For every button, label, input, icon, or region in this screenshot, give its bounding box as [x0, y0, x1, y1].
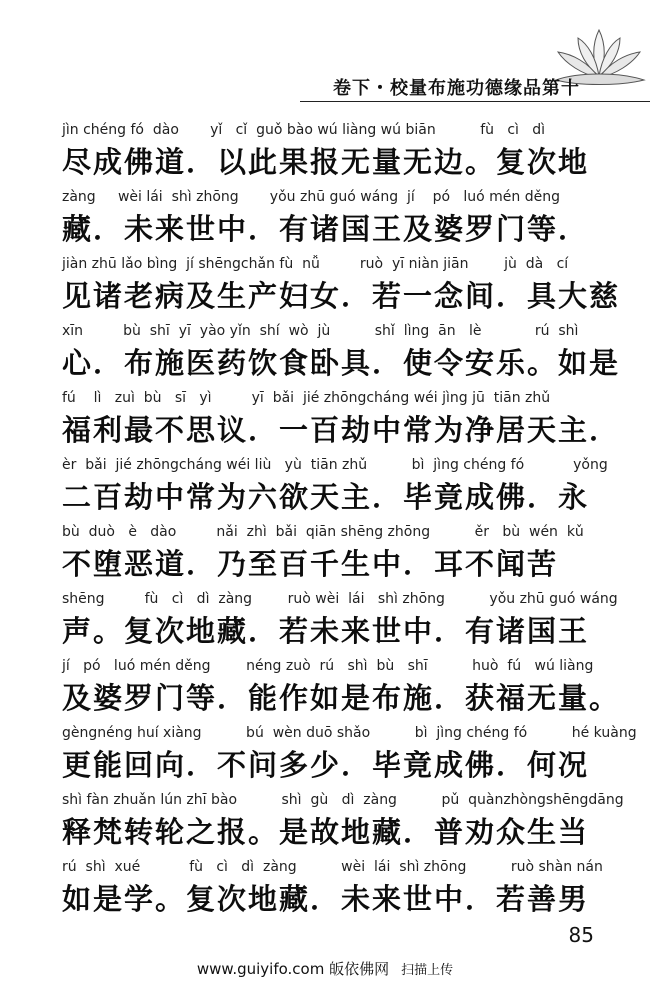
- page-number: 85: [568, 923, 594, 947]
- hanzi-line: 藏．未来世中．有诸国王及婆罗门等．: [62, 212, 590, 246]
- pinyin-line: bù duò è dào nǎi zhì bǎi qiān shēng zhōng ěr bù wén kǔ: [62, 524, 584, 540]
- footer: [0, 958, 650, 979]
- hanzi-line: 福利最不思议．一百劫中常为净居天主．: [62, 413, 621, 447]
- text-line: [62, 256, 622, 322]
- hanzi-line: 如是学。复次地藏．未来世中．若善男: [62, 882, 590, 916]
- hanzi-line: 心．布施医药饮食卧具．使令安乐。如是: [62, 346, 621, 380]
- chapter-title: 卷下・校量布施功德缘品第十: [333, 78, 580, 99]
- pinyin-line: fú lì zuì bù sī yì yī bǎi jié zhōngcháng wéi jìng jū tiān zhǔ: [62, 390, 551, 406]
- pinyin-line: gèngnéng huí xiàng bú wèn duō shǎo bì jìng chéng fó hé kuàng: [62, 725, 637, 741]
- text-line: [62, 792, 622, 858]
- pinyin-line: jìn chéng fó dào yǐ cǐ guǒ bào wú liàng wú biān fù cì dì: [62, 122, 546, 138]
- footer-site-link[interactable]: www.guiyifo.com 皈依佛网: [196, 960, 390, 978]
- hanzi-line: 更能回向．不问多少．毕竟成佛．何况: [62, 748, 590, 782]
- hanzi-line: 不堕恶道．乃至百千生中．耳不闻苦: [62, 547, 559, 581]
- hanzi-line: 及婆罗门等．能作如是布施．获福无量。: [62, 681, 621, 715]
- text-line: [62, 122, 622, 188]
- pinyin-line: jiàn zhū lǎo bìng jí shēngchǎn fù nǚ ruò yī niàn jiān jù dà cí: [62, 256, 569, 272]
- hanzi-line: 释梵转轮之报。是故地藏．普劝众生当: [62, 815, 590, 849]
- pinyin-line: shēng fù cì dì zàng ruò wèi lái shì zhōng yǒu zhū guó wáng: [62, 591, 618, 607]
- text-line: [62, 658, 622, 724]
- text-line: [62, 591, 622, 657]
- pinyin-line: rú shì xué fù cì dì zàng wèi lái shì zhōng ruò shàn nán: [62, 859, 603, 875]
- text-line: [62, 189, 622, 255]
- text-line: [62, 457, 622, 523]
- hanzi-line: 见诸老病及生产妇女．若一念间．具大慈: [62, 279, 621, 313]
- text-line: [62, 725, 637, 791]
- pinyin-line: èr bǎi jié zhōngcháng wéi liù yù tiān zhǔ bì jìng chéng fó yǒng: [62, 457, 608, 473]
- pinyin-line: shì fàn zhuǎn lún zhī bào shì gù dì zàng pǔ quànzhòngshēngdāng: [62, 792, 624, 808]
- text-line: [62, 323, 622, 389]
- hanzi-line: 声。复次地藏．若未来世中．有诸国王: [62, 614, 590, 648]
- text-line: [62, 390, 622, 456]
- pinyin-line: zàng wèi lái shì zhōng yǒu zhū guó wáng jí pó luó mén děng: [62, 189, 560, 205]
- pinyin-line: jí pó luó mén děng néng zuò rú shì bù shī huò fú wú liàng: [62, 658, 594, 674]
- text-line: [62, 859, 622, 925]
- hanzi-line: 二百劫中常为六欲天主．毕竟成佛．永: [62, 480, 590, 514]
- footer-scan-note: 扫描上传: [401, 963, 454, 978]
- text-line: [62, 524, 622, 590]
- hanzi-line: 尽成佛道．以此果报无量无边。复次地: [62, 145, 590, 179]
- pinyin-line: xīn bù shī yī yào yǐn shí wò jù shǐ lìng ān lè rú shì: [62, 323, 579, 339]
